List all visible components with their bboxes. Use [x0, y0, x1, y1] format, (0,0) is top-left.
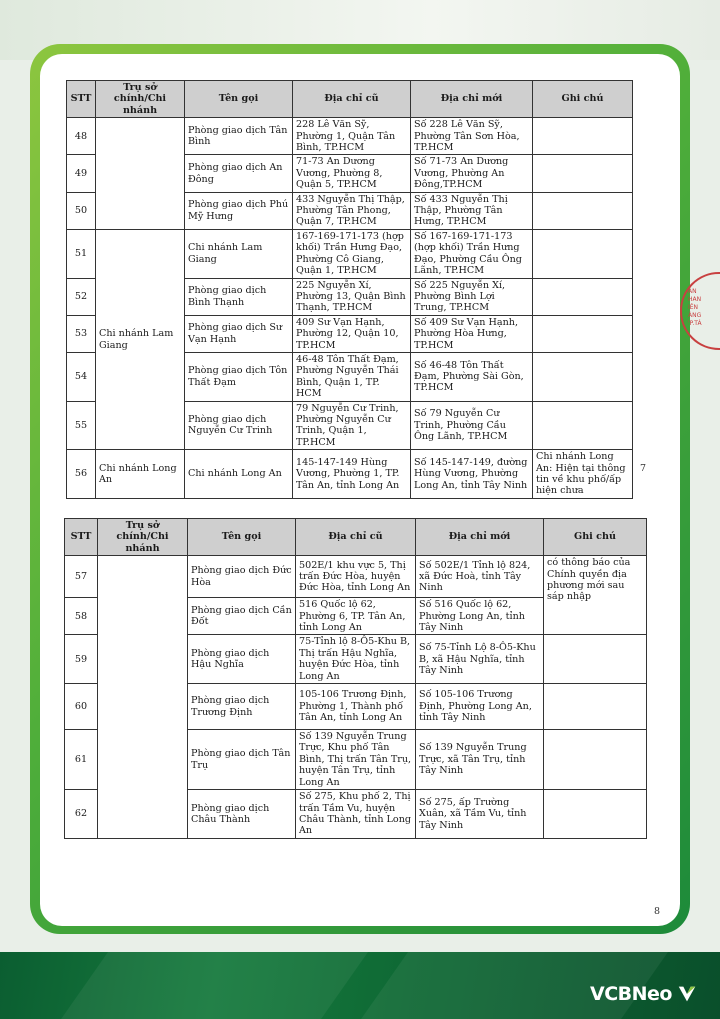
header-name: Tên gọi: [185, 81, 293, 118]
document-page-7: [66, 80, 632, 499]
row-name: Phòng giao dịch Tân Trụ: [188, 730, 296, 790]
row-new-address: Số 46-48 Tôn Thất Đạm, Phường Sài Gòn, TP.HCM: [411, 352, 533, 401]
row-stt: 61: [65, 730, 98, 790]
row-old-address: 516 Quốc lộ 62, Phường 6, TP. Tân An, tỉnh Long An: [296, 598, 416, 635]
row-name: Phòng giao dịch Bình Thạnh: [185, 278, 293, 315]
row-name: Phòng giao dịch Cần Đốt: [188, 598, 296, 635]
row-note: [544, 790, 647, 839]
header-note: Ghi chú: [533, 81, 633, 118]
row-stt: 57: [65, 556, 98, 598]
header-branch: Trụ sở chính/Chi nhánh: [98, 519, 188, 556]
row-new-address: Số 433 Nguyễn Thị Thập, Phường Tân Hưng, TP.HCM: [411, 192, 533, 229]
header-new-address: Địa chỉ mới: [416, 519, 544, 556]
table-row: [65, 556, 647, 598]
row-old-address: Số 139 Nguyễn Trung Trực, Khu phố Tân Bình, Thị trấn Tân Trụ, huyện Tân Trụ, tỉnh Long An: [296, 730, 416, 790]
row-old-address: 46-48 Tôn Thất Đạm, Phường Nguyễn Thái Bình, Quận 1, TP. HCM: [293, 352, 411, 401]
row-note: [533, 229, 633, 278]
row-name: Phòng giao dịch Tân Bình: [185, 118, 293, 155]
row-new-address: Số 139 Nguyễn Trung Trực, xã Tân Trụ, tỉnh Tây Ninh: [416, 730, 544, 790]
row-name: Phòng giao dịch Tôn Thất Đạm: [185, 352, 293, 401]
row-branch: Chi nhánh Lam Giang: [96, 229, 185, 449]
table-row: [67, 450, 633, 499]
header-old-address: Địa chỉ cũ: [296, 519, 416, 556]
row-old-address: 75-Tỉnh lộ 8-Ô5-Khu B, Thị trấn Hậu Nghĩa, huyện Đức Hòa, tỉnh Long An: [296, 635, 416, 684]
row-old-address: 409 Sư Vạn Hạnh, Phường 12, Quận 10, TP.HCM: [293, 315, 411, 352]
row-note: [533, 192, 633, 229]
row-stt: 48: [67, 118, 96, 155]
table-row: [67, 118, 633, 155]
header-old-address: Địa chỉ cũ: [293, 81, 411, 118]
row-name: Phòng giao dịch Sư Vạn Hạnh: [185, 315, 293, 352]
row-old-address: 502E/1 khu vực 5, Thị trấn Đức Hòa, huyện Đức Hòa, tỉnh Long An: [296, 556, 416, 598]
row-stt: 58: [65, 598, 98, 635]
brand-mark-icon: [676, 983, 698, 1005]
row-stt: 51: [67, 229, 96, 278]
row-name: Phòng giao dịch Hậu Nghĩa: [188, 635, 296, 684]
row-note: [533, 401, 633, 450]
header-name: Tên gọi: [188, 519, 296, 556]
row-name: Phòng giao dịch Đức Hòa: [188, 556, 296, 598]
row-name: Chi nhánh Lam Giang: [185, 229, 293, 278]
row-new-address: Số 79 Nguyễn Cư Trinh, Phường Cầu Ông Lãnh, TP.HCM: [411, 401, 533, 450]
row-stt: 49: [67, 155, 96, 192]
row-name: Phòng giao dịch Châu Thành: [188, 790, 296, 839]
row-old-address: 433 Nguyễn Thị Thập, Phường Tân Phong, Quận 7, TP.HCM: [293, 192, 411, 229]
row-old-address: Số 275, Khu phố 2, Thị trấn Tầm Vu, huyện Châu Thành, tỉnh Long An: [296, 790, 416, 839]
row-old-address: 228 Lê Văn Sỹ, Phường 1, Quận Tân Bình, TP.HCM: [293, 118, 411, 155]
row-note: [544, 635, 647, 684]
row-note: [533, 278, 633, 315]
row-stt: 52: [67, 278, 96, 315]
page-number-7: 7: [640, 463, 647, 474]
header-note: Ghi chú: [544, 519, 647, 556]
row-note: Chi nhánh Long An: Hiện tại thông tin về khu phố/ấp hiện chưa: [533, 450, 633, 499]
row-stt: 59: [65, 635, 98, 684]
row-name: Phòng giao dịch Phú Mỹ Hưng: [185, 192, 293, 229]
row-new-address: Số 228 Lê Văn Sỹ, Phường Tân Sơn Hòa, TP.HCM: [411, 118, 533, 155]
row-old-address: 167-169-171-173 (hợp khối) Trần Hưng Đạo, Phường Cô Giang, Quận 1, TP.HCM: [293, 229, 411, 278]
row-new-address: Số 71-73 An Dương Vương, Phường An Đông,TP.HCM: [411, 155, 533, 192]
page-number-8: 8: [654, 906, 661, 917]
row-branch: [96, 118, 185, 230]
row-note: [544, 684, 647, 730]
row-new-address: Số 145-147-149, đường Hùng Vương, Phường Long An, tỉnh Tây Ninh: [411, 450, 533, 499]
row-note: [533, 155, 633, 192]
row-new-address: Số 516 Quốc lộ 62, Phường Long An, tỉnh Tây Ninh: [416, 598, 544, 635]
header-stt: STT: [65, 519, 98, 556]
row-name: Chi nhánh Long An: [185, 450, 293, 499]
document-page-8: [64, 518, 646, 839]
row-note: [533, 118, 633, 155]
row-old-address: 105-106 Trương Định, Phường 1, Thành phố Tân An, tỉnh Long An: [296, 684, 416, 730]
row-new-address: Số 275, ấp Trường Xuân, xã Tầm Vu, tỉnh Tây Ninh: [416, 790, 544, 839]
row-name: Phòng giao dịch Trương Định: [188, 684, 296, 730]
row-name: Phòng giao dịch An Đông: [185, 155, 293, 192]
row-stt: 62: [65, 790, 98, 839]
row-branch: [98, 556, 188, 839]
row-old-address: 79 Nguyễn Cư Trinh, Phường Nguyễn Cư Trinh, Quận 1, TP.HCM: [293, 401, 411, 450]
header-stt: STT: [67, 81, 96, 118]
row-new-address: Số 105-106 Trương Định, Phường Long An, tỉnh Tây Ninh: [416, 684, 544, 730]
row-old-address: 145-147-149 Hùng Vương, Phường 1, TP. Tân An, tỉnh Long An: [293, 450, 411, 499]
row-stt: 54: [67, 352, 96, 401]
brand-name: VCBNeo: [590, 983, 672, 1005]
row-stt: 55: [67, 401, 96, 450]
header-new-address: Địa chỉ mới: [411, 81, 533, 118]
table-row: [67, 229, 633, 278]
row-stt: 50: [67, 192, 96, 229]
row-note: [533, 352, 633, 401]
header-branch: Trụ sở chính/Chi nhánh: [96, 81, 185, 118]
row-new-address: Số 225 Nguyễn Xí, Phường Bình Lợi Trung, TP.HCM: [411, 278, 533, 315]
row-stt: 60: [65, 684, 98, 730]
branch-table-page-8: [64, 518, 647, 839]
row-old-address: 71-73 An Dương Vương, Phường 8, Quận 5, TP.HCM: [293, 155, 411, 192]
row-note: có thông báo của Chính quyền địa phương mới sau sáp nhập: [544, 556, 647, 635]
vcbneo-logo: [590, 980, 698, 1008]
row-branch: Chi nhánh Long An: [96, 450, 185, 499]
red-seal-stamp: ÂN HAN IÊN ÀNG 'P.TÁ: [680, 272, 720, 350]
row-note: [533, 315, 633, 352]
row-new-address: Số 502E/1 Tỉnh lộ 824, xã Đức Hoà, tỉnh Tây Ninh: [416, 556, 544, 598]
row-old-address: 225 Nguyễn Xí, Phường 13, Quận Bình Thạnh, TP.HCM: [293, 278, 411, 315]
branch-table-page-7: [66, 80, 633, 499]
row-new-address: Số 167-169-171-173 (hợp khối) Trần Hưng Đạo, Phường Cầu Ông Lãnh, TP.HCM: [411, 229, 533, 278]
row-stt: 53: [67, 315, 96, 352]
row-new-address: Số 75-Tỉnh Lộ 8-Ô5-Khu B, xã Hậu Nghĩa, tỉnh Tây Ninh: [416, 635, 544, 684]
row-note: [544, 730, 647, 790]
row-stt: 56: [67, 450, 96, 499]
row-new-address: Số 409 Sư Vạn Hạnh, Phường Hòa Hưng, TP.HCM: [411, 315, 533, 352]
row-name: Phòng giao dịch Nguyễn Cư Trinh: [185, 401, 293, 450]
